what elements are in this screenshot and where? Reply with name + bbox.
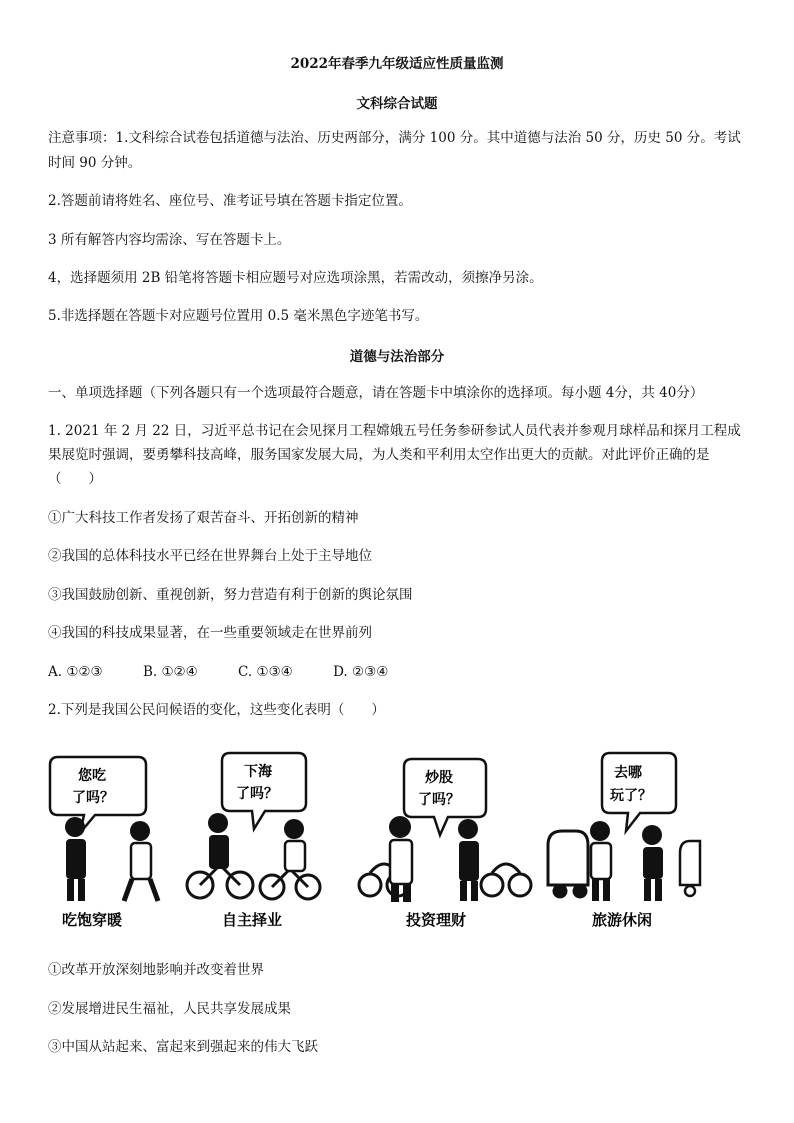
scooter-icon xyxy=(481,864,531,896)
q2-statement-3: ③中国从站起来、富起来到强起来的伟大飞跃 xyxy=(48,1039,318,1055)
q1-statement-2: ②我国的总体科技水平已经在世界舞台上处于主导地位 xyxy=(48,548,372,564)
exam-title: 2022年春季九年级适应性质量监测 xyxy=(290,56,504,72)
q1-option-d: D. ②③④ xyxy=(333,664,389,680)
bubble-text-2: 了吗？ xyxy=(72,790,114,806)
bubble-text-1: 去哪 xyxy=(614,765,642,781)
panel-caption: 自主择业 xyxy=(222,911,283,929)
bubble-text-1: 下海 xyxy=(244,764,272,780)
q1-statement-4: ④我国的科技成果显著，在一些重要领域走在世界前列 xyxy=(48,625,372,641)
person-figure xyxy=(590,821,611,901)
panel-caption: 旅游休闲 xyxy=(592,911,653,929)
notice-line-3: 3 所有解答内容均需涂、写在答题卡上。 xyxy=(48,232,291,248)
car-icon xyxy=(548,831,588,897)
bicycle-icon xyxy=(187,865,253,898)
car-icon xyxy=(680,841,700,896)
bubble-text-1: 炒股 xyxy=(425,770,453,786)
q1-option-c: C. ①③④ xyxy=(238,664,293,680)
panel-3 xyxy=(359,759,531,929)
person-figure xyxy=(284,819,305,871)
q2-statement-2: ②发展增进民生福祉，人民共享发展成果 xyxy=(48,1001,291,1017)
panel-4 xyxy=(548,753,700,929)
q1-stem-line-1: 1. 2021 年 2 月 22 日，习近平总书记在会见探月工程嫦娥五号任务参研参试人员代表并参观月球样品和探月工程成 xyxy=(48,423,741,439)
section-instruction: 一、单项选择题（下列各题只有一个选项最符合题意，请在答题卡中填涂你的选择项。每小题 4分，共 40分） xyxy=(48,385,704,401)
bubble-text-2: 了吗？ xyxy=(236,786,278,802)
q1-option-a: A. ①②③ xyxy=(48,664,103,680)
q1-stem-line-2: 果展览时强调，要勇攀科技高峰，服务国家发展大局，为人类和平利用太空作出更大的贡献。对此评价正确的是 xyxy=(48,447,710,463)
notice-line-1: 注意事项：1.文科综合试卷包括道德与法治、历史两部分，满分 100 分。其中道德与法治 50 分，历史 50 分。考试 xyxy=(48,130,741,146)
notice-line-2: 2.答题前请将姓名、座位号、准考证号填在答题卡指定位置。 xyxy=(48,193,412,209)
person-figure xyxy=(208,813,229,869)
panel-2 xyxy=(187,753,320,929)
q1-stem-line-3: （ ） xyxy=(48,471,102,487)
person-figure xyxy=(124,821,158,901)
bicycle-icon xyxy=(260,869,320,899)
q2-stem: 2.下列是我国公民问候语的变化，这些变化表明（ ） xyxy=(48,702,385,718)
q1-options xyxy=(48,662,424,682)
bubble-text-2: 了吗？ xyxy=(418,792,460,808)
person-figure xyxy=(65,817,86,901)
person-figure xyxy=(642,825,663,901)
q1-statement-1: ①广大科技工作者发扬了艰苦奋斗、开拓创新的精神 xyxy=(48,510,359,526)
bubble-text-1: 您吃 xyxy=(78,768,106,784)
notice-line-4: 4，选择题须用 2B 铅笔将答题卡相应题号对应选项涂黑，若需改动，须擦净另涂。 xyxy=(48,270,543,286)
section-title: 道德与法治部分 xyxy=(349,349,445,365)
panel-caption: 投资理财 xyxy=(406,911,467,929)
q1-option-b: B. ①②④ xyxy=(142,664,198,680)
panel-caption: 吃饱穿暖 xyxy=(62,911,123,929)
bubble-text-2: 玩了？ xyxy=(610,788,652,804)
panel-1 xyxy=(50,757,158,929)
notice-line-1b: 时间 90 分钟。 xyxy=(48,155,142,171)
q1-statement-3: ③我国鼓励创新、重视创新，努力营造有利于创新的舆论氛围 xyxy=(48,587,413,603)
exam-subtitle: 文科综合试题 xyxy=(356,96,438,112)
q2-statement-1: ①改革开放深刻地影响并改变着世界 xyxy=(48,962,264,978)
greeting-cartoon xyxy=(40,745,720,945)
person-figure xyxy=(389,816,412,902)
notice-line-5: 5.非选择题在答题卡对应题号位置用 0.5 毫米黑色字迹笔书写。 xyxy=(48,308,429,324)
person-figure xyxy=(458,819,479,901)
